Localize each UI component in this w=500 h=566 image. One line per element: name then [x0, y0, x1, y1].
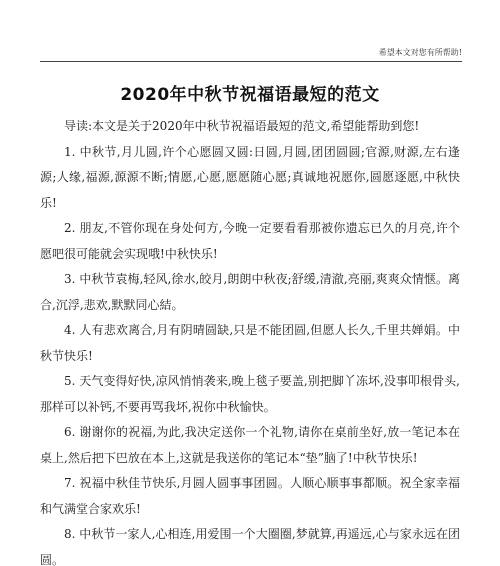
paragraph-6: 6. 谢谢你的祝福,为此,我决定送你一个礼物,请你在桌前坐好,放一笔记本在桌上,然后把下巴放在本上,这就是我送你的笔记本“垫”脑了!中秋节快乐!	[40, 425, 460, 465]
document-body	[40, 114, 460, 566]
header-note: 希望本文对您有所帮助!	[378, 48, 462, 57]
paragraph-4: 4. 人有悲欢离合,月有阴晴圆缺,只是不能团圆,但愿人长久,千里共婵娟。中秋节快乐!	[40, 323, 460, 363]
paragraph-8: 8. 中秋节一家人,心相连,用爱围一个大圈圈,梦就算,再遥远,心与家永远在团圆。	[40, 527, 460, 566]
paragraph-5: 5. 天气变得好快,凉风悄悄袭来,晚上毯子要盖,别把脚丫冻坏,没事叩根骨头,那样可以补钙,不要再骂我坏,祝你中秋愉快。	[40, 374, 460, 414]
document-title: 2020年中秋节祝福语最短的范文	[120, 85, 380, 105]
intro-paragraph: 导读:本文是关于2020年中秋节祝福语最短的范文,希望能帮助到您!	[64, 119, 420, 133]
paragraph-2: 2. 朋友,不管你现在身处何方,今晚一定要看看那被你遗忘已久的月亮,许个愿吧很可能就会实现哦!中秋快乐!	[40, 221, 460, 261]
paragraph-1: 1. 中秋节,月儿圆,许个心愿圆又圆:日圆,月圆,团团圆圆;官源,财源,左右逢源;人缘,福源,源源不断;情愿,心愿,愿愿随心愿;真诚地祝愿你,圆愿逐愿,中秋快乐!	[40, 144, 460, 210]
header-divider	[40, 61, 462, 62]
paragraph-7: 7. 祝福中秋佳节快乐,月圆人圆事事团圆。人顺心顺事事都顺。祝全家幸福和气满堂合家欢乐!	[40, 476, 460, 516]
paragraph-3: 3. 中秋节袁梅,轻风,徐水,皎月,朗朗中秋夜;舒缓,清澈,亮丽,爽爽众情惬。离合,沉浮,悲欢,默默同心結。	[40, 272, 460, 312]
